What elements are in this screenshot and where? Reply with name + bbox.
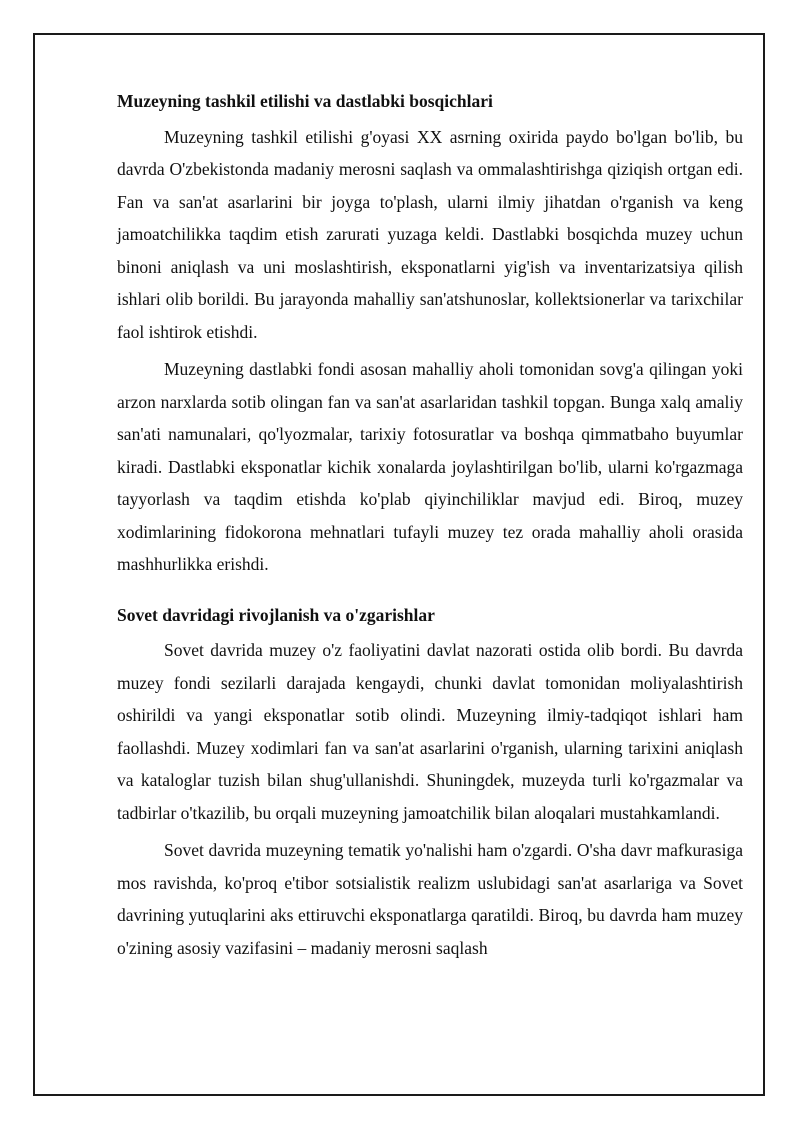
paragraph-soviet-state-control: Sovet davrida muzey o'z faoliyatini davlat nazorati ostida olib bordi. Bu davrda muzey fondi sezilarli darajada kengaydi, chunki davlat tomonidan moliyalashtirish oshirildi va yangi eksponatlar sotib olindi. Muzeyning ilmiy-tadqiqot ishlari ham faollashdi. Muzey xodimlari fan va san'at asarlarini o'rganish, ularning tarixini aniqlash va kataloglar tuzish bilan shug'ullanishdi. Shuningdek, muzeyda turli ko'rgazmalar va tadbirlar o'tkazilib, bu orqali muzeyning jamoatchilik bilan aloqalari mustahkamlandi.: [117, 640, 743, 823]
paragraph-initial-collection: Muzeyning dastlabki fondi asosan mahalliy aholi tomonidan sovg'a qilingan yoki arzon narxlarda sotib olingan fan va san'at asarlaridan tashkil topgan. Bunga xalq amaliy san'ati namunalari, qo'lyozmalar, tarixiy fotosuratlar va boshqa qimmatbaho buyumlar kiradi. Dastlabki eksponatlar kichik xonalarda joylashtirilgan bo'lib, ularni ko'rgazmaga tayyorlash va taqdim etishda ko'plab qiyinchiliklar mavjud edi. Biroq, muzey xodimlarining fidokorona mehnatlari tufayli muzey tez orada mahalliy aholi orasida mashhurlikka erishdi.: [117, 359, 743, 574]
section-heading-soviet-period: Sovet davridagi rivojlanish va o'zgarishlar: [117, 604, 435, 625]
document-body: [117, 85, 743, 964]
section-heading-museum-founding: Muzeyning tashkil etilishi va dastlabki bosqichlari: [117, 91, 493, 111]
paragraph-soviet-thematic-shift: Sovet davrida muzeyning tematik yo'nalishi ham o'zgardi. O'sha davr mafkurasiga mos ravishda, ko'proq e'tibor sotsialistik realizm uslubidagi san'at asarlariga va Sovet davrining yutuqlarini aks ettiruvchi eksponatlarga qaratildi. Biroq, bu davrda ham muzey o'zining asosiy vazifasini – madaniy merosni saqlash: [117, 840, 743, 958]
paragraph-founding-idea: Muzeyning tashkil etilishi g'oyasi XX asrning oxirida paydo bo'lgan bo'lib, bu davrda O'zbekistonda madaniy merosni saqlash va ommalashtirishga qiziqish ortgan edi. Fan va san'at asarlarini bir joyga to'plash, ularni ilmiy jihatdan o'rganish va keng jamoatchilikka taqdim etish zarurati yuzaga keldi. Dastlabki bosqichda muzey uchun binoni aniqlash va uni moslashtirish, eksponatlarni yig'ish va inventarizatsiya qilish ishlari olib borildi. Bu jarayonda mahalliy san'atshunoslar, kollektsionerlar va tarixchilar faol ishtirok etishdi.: [117, 126, 743, 342]
page-border: [33, 33, 765, 1096]
